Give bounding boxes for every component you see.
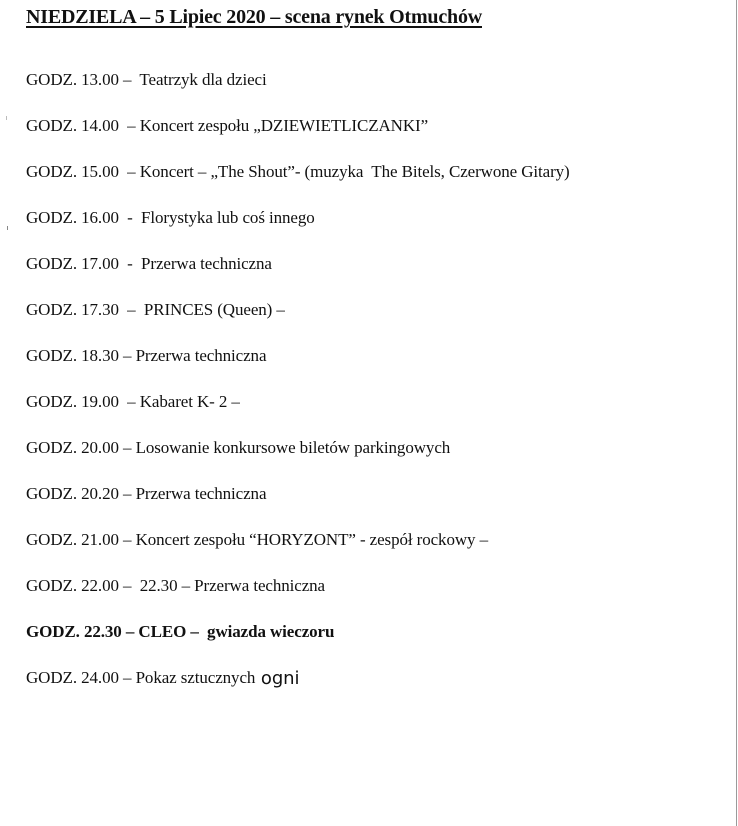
event-description: – CLEO – gwiazda wieczoru <box>121 622 335 641</box>
schedule-row <box>26 563 570 609</box>
event-description: – Losowanie konkursowe biletów parkingowych <box>118 438 451 457</box>
event-description: – PRINCES (Queen) – <box>118 300 285 319</box>
event-description: – Pokaz sztucznych <box>118 668 256 687</box>
event-description: Teatrzyk dla dzieci <box>131 70 267 89</box>
event-time: GODZ. 13.00 – <box>26 70 132 89</box>
event-time: GODZ. 20.00 <box>26 438 119 457</box>
event-time: GODZ. 16.00 <box>26 208 119 227</box>
event-time: GODZ. 22.00 <box>26 576 119 595</box>
schedule-row <box>26 333 570 379</box>
event-time: GODZ. 22.30 <box>26 622 122 641</box>
event-description: – Koncert zespołu “HORYZONT” - zespół rockowy – <box>118 530 488 549</box>
schedule-row <box>26 149 570 195</box>
schedule-row <box>26 287 570 333</box>
document-title: NIEDZIELA – 5 Lipiec 2020 – scena rynek Otmuchów <box>26 6 482 28</box>
event-description: - Florystyka lub coś innego <box>118 208 315 227</box>
scan-artifact <box>7 226 8 230</box>
event-description: – Kabaret K- 2 – <box>118 392 240 411</box>
event-description: – Koncert – „The Shout”- (muzyka The Bitels, Czerwone Gitary) <box>118 162 570 181</box>
event-time: GODZ. 17.30 <box>26 300 119 319</box>
event-description-suffix: ogni <box>255 667 300 689</box>
event-description: – Przerwa techniczna <box>118 484 267 503</box>
event-time: GODZ. 24.00 <box>26 668 119 687</box>
schedule-row <box>26 57 570 103</box>
schedule-row <box>26 471 570 517</box>
schedule-row <box>26 241 570 287</box>
event-time: GODZ. 21.00 <box>26 530 119 549</box>
event-time: GODZ. 20.20 <box>26 484 119 503</box>
schedule-row <box>26 655 570 701</box>
event-time: GODZ. 15.00 <box>26 162 119 181</box>
event-description: - Przerwa techniczna <box>118 254 272 273</box>
event-description: – Koncert zespołu „DZIEWIETLICZANKI” <box>118 116 429 135</box>
schedule-row-headliner <box>26 609 570 655</box>
event-description: – Przerwa techniczna <box>118 346 267 365</box>
event-description: – 22.30 – Przerwa techniczna <box>118 576 325 595</box>
event-time: GODZ. 18.30 <box>26 346 119 365</box>
schedule-row <box>26 103 570 149</box>
event-time: GODZ. 14.00 <box>26 116 119 135</box>
scan-artifact <box>6 116 7 120</box>
event-time: GODZ. 17.00 <box>26 254 119 273</box>
schedule-row <box>26 425 570 471</box>
event-time: GODZ. 19.00 <box>26 392 119 411</box>
event-schedule <box>26 57 570 701</box>
page-edge <box>736 0 737 826</box>
schedule-row <box>26 379 570 425</box>
schedule-row <box>26 517 570 563</box>
schedule-row <box>26 195 570 241</box>
